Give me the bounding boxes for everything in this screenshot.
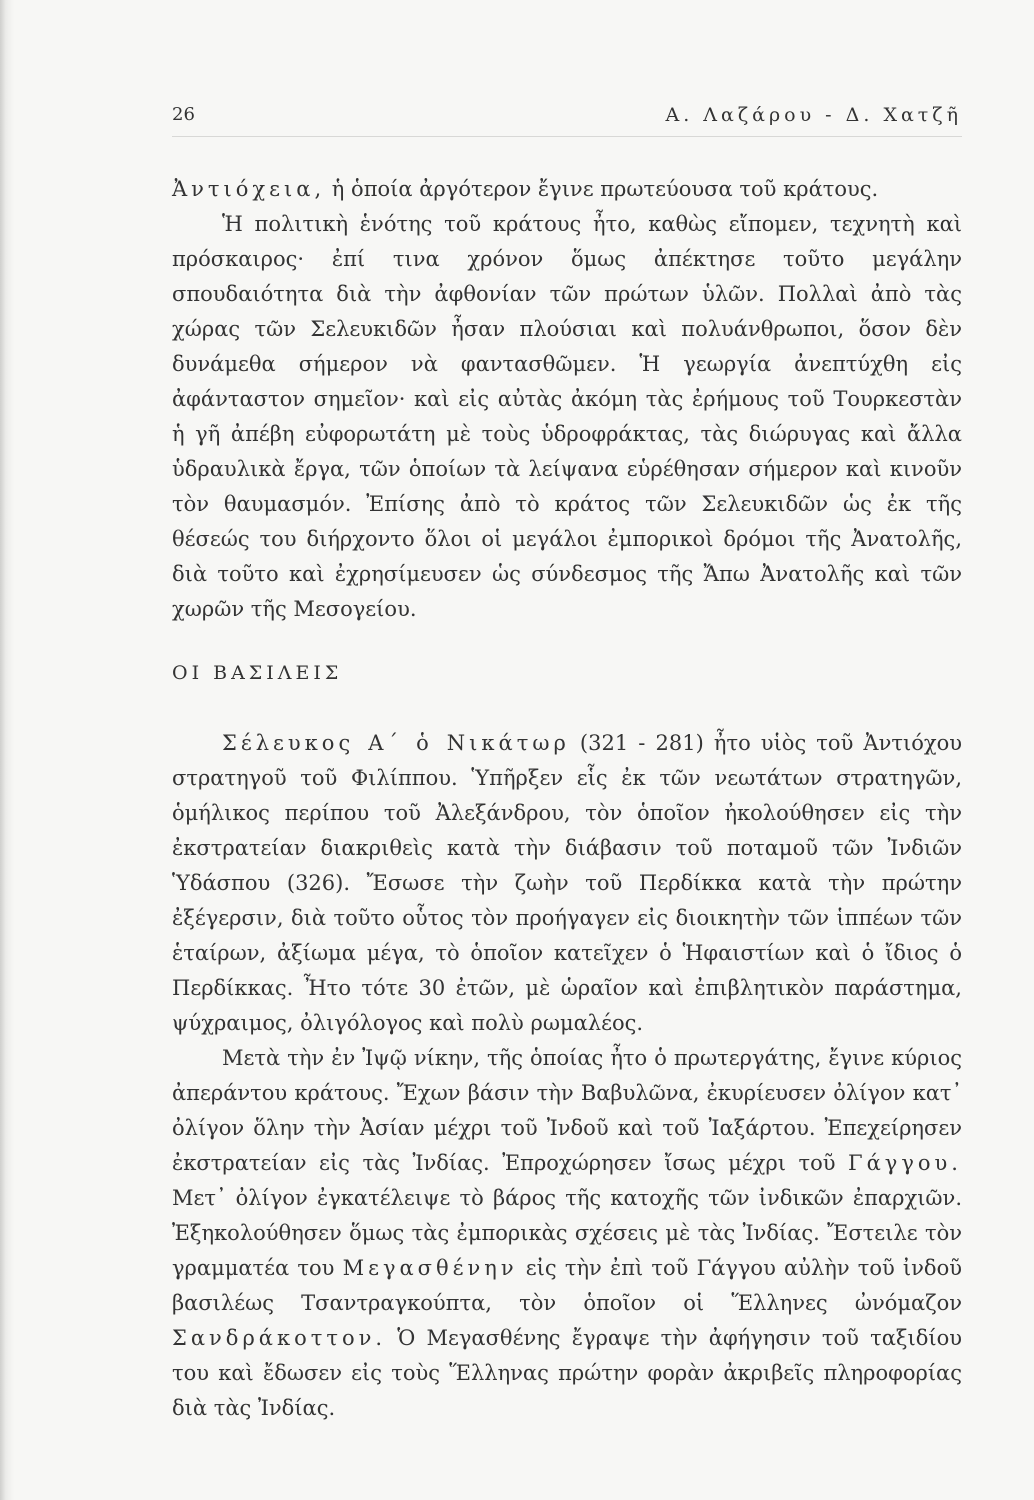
paragraph-text: Ὁ Μεγασθένης ἔγραψε τὴν ἀφήγησιν τοῦ ταξιδίου του καὶ ἔδωσεν εἰς τοὺς Ἕλληνας πρώτην φορὰν ἀκριβεῖς πληροφορίας διὰ τὰς Ἰνδίας.: [172, 1326, 962, 1420]
paragraph-text: (321 - 281) ἦτο υἱὸς τοῦ Ἀντιόχου στρατηγοῦ τοῦ Φιλίππου. Ὑπῆρξεν εἷς ἐκ τῶν νεωτάτων στρατηγῶν, ὁμήλικος περίπου τοῦ Ἀλεξάνδρου, τὸν ὁποῖον ἠκολούθησεν εἰς τὴν ἐκστρατείαν διακριθεὶς κατὰ τὴν διάβασιν τοῦ ποταμοῦ τῶν Ἰνδιῶν Ὑδάσπου (326). Ἔσωσε τὴν ζωὴν τοῦ Περδίκκα κατὰ τὴν πρώτην ἐξέγερσιν, διὰ τοῦτο οὗτος τὸν προήγαγεν εἰς διοικητὴν τῶν ἱππέων τῶν ἑταίρων, ἀξίωμα μέγα, τὸ ὁποῖον κατεῖχεν ὁ Ἡφαιστίων καὶ ὁ ἴδιος ὁ Περδίκκας. Ἦτο τότε 30 ἐτῶν, μὲ ὡραῖον καὶ ἐπιβλητικὸν παράστημα, ψύχραιμος, ὀλιγόλογος καὶ πολὺ ρωμαλέος.: [172, 731, 962, 1035]
spaced-name: Μεγασθένην: [342, 1256, 518, 1280]
section-heading: ΟΙ ΒΑΣΙΛΕΙΣ: [172, 662, 343, 684]
paragraph-text: εἰς τὴν ἐπὶ τοῦ Γάγγου αὐλὴν τοῦ ἰνδοῦ βασιλέως Τσαντραγκούπτα, τὸν ὁποῖον οἱ Ἕλληνες ὠνόμαζον: [172, 1256, 962, 1315]
paragraph-text: Μετ᾽ ὀλίγον ἐγκατέλειψε τὸ βάρος τῆς κατοχῆς τῶν ἰνδικῶν ἐπαρχιῶν. Ἐξηκολούθησεν ὅμως τὰς ἐμπορικὰς σχέσεις μὲ τὰς Ἰνδίας. Ἔστειλε τὸν γραμματέα του: [172, 1186, 962, 1280]
header-rule: [172, 136, 962, 137]
paragraph-text: ἡ ὁποία ἀργότερον ἔγινε πρωτεύουσα τοῦ κράτους.: [325, 177, 879, 201]
spaced-name: Σανδράκοττον.: [172, 1326, 387, 1350]
body-text: [172, 172, 962, 1426]
spaced-word: Γάγγου.: [848, 1151, 962, 1175]
paragraph-seleucus: [172, 726, 962, 1041]
paragraph-political-unity: Ἡ πολιτικὴ ἑνότης τοῦ κράτους ἦτο, καθὼς εἴπομεν, τεχνητὴ καὶ πρόσκαιρος· ἐπί τινα χρόνον ὅμως ἀπέκτησε τοῦτο μεγάλην σπουδαιότητα διὰ τὴν ἀφθονίαν τῶν πρώτων ὑλῶν. Πολλαὶ ἀπὸ τὰς χώρας τῶν Σελευκιδῶν ἦσαν πλούσιαι καὶ πολυάνθρωποι, ὅσον δὲν δυνάμεθα σήμερον νὰ φαντασθῶμεν. Ἡ γεωργία ἀνεπτύχθη εἰς ἀφάνταστον σημεῖον· καὶ εἰς αὐτὰς ἀκόμη τὰς ἐρήμους τοῦ Τουρκεστὰν ἡ γῆ ἀπέβη εὐφορωτάτη μὲ τοὺς ὑδροφράκτας, τὰς διώρυγας καὶ ἄλλα ὑδραυλικὰ ἔργα, τῶν ὁποίων τὰ λείψανα εὑρέθησαν σήμερον καὶ κινοῦν τὸν θαυμασμόν. Ἐπίσης ἀπὸ τὸ κράτος τῶν Σελευκιδῶν ὡς ἐκ τῆς θέσεώς του διήρχοντο ὅλοι οἱ μεγάλοι ἐμπορικοὶ δρόμοι τῆς Ἀνατολῆς, διὰ τοῦτο καὶ ἐχρησίμευσεν ὡς σύνδεσμος τῆς Ἄπω Ἀνατολῆς καὶ τῶν χωρῶν τῆς Μεσογείου.: [172, 212, 962, 621]
running-title: Α. Λαζάρου - Δ. Χατζῆ: [665, 104, 962, 126]
spaced-word: Ἀντιόχεια,: [172, 177, 326, 201]
paragraph-ipsus: [172, 1041, 962, 1426]
page-header: [172, 104, 962, 134]
paragraph-text: Μετὰ τὴν ἐν Ἰψῷ νίκην, τῆς ὁποίας ἦτο ὁ πρωτεργάτης, ἔγινε κύριος ἀπεράντου κράτους. Ἔχων βάσιν τὴν Βαβυλῶνα, ἐκυρίευσεν ὀλίγον κατ᾽ ὀλίγον ὅλην τὴν Ἀσίαν μέχρι τοῦ Ἰνδοῦ καὶ τοῦ Ἰαξάρτου. Ἐπεχείρησεν ἐκστρατείαν εἰς τὰς Ἰνδίας. Ἐπροχώρησεν ἴσως μέχρι τοῦ: [172, 1046, 962, 1175]
page-number: 26: [172, 104, 195, 125]
paragraph-antioch: [172, 172, 962, 207]
spaced-name: Σέλευκος Α΄ ὁ Νικάτωρ: [222, 731, 570, 755]
